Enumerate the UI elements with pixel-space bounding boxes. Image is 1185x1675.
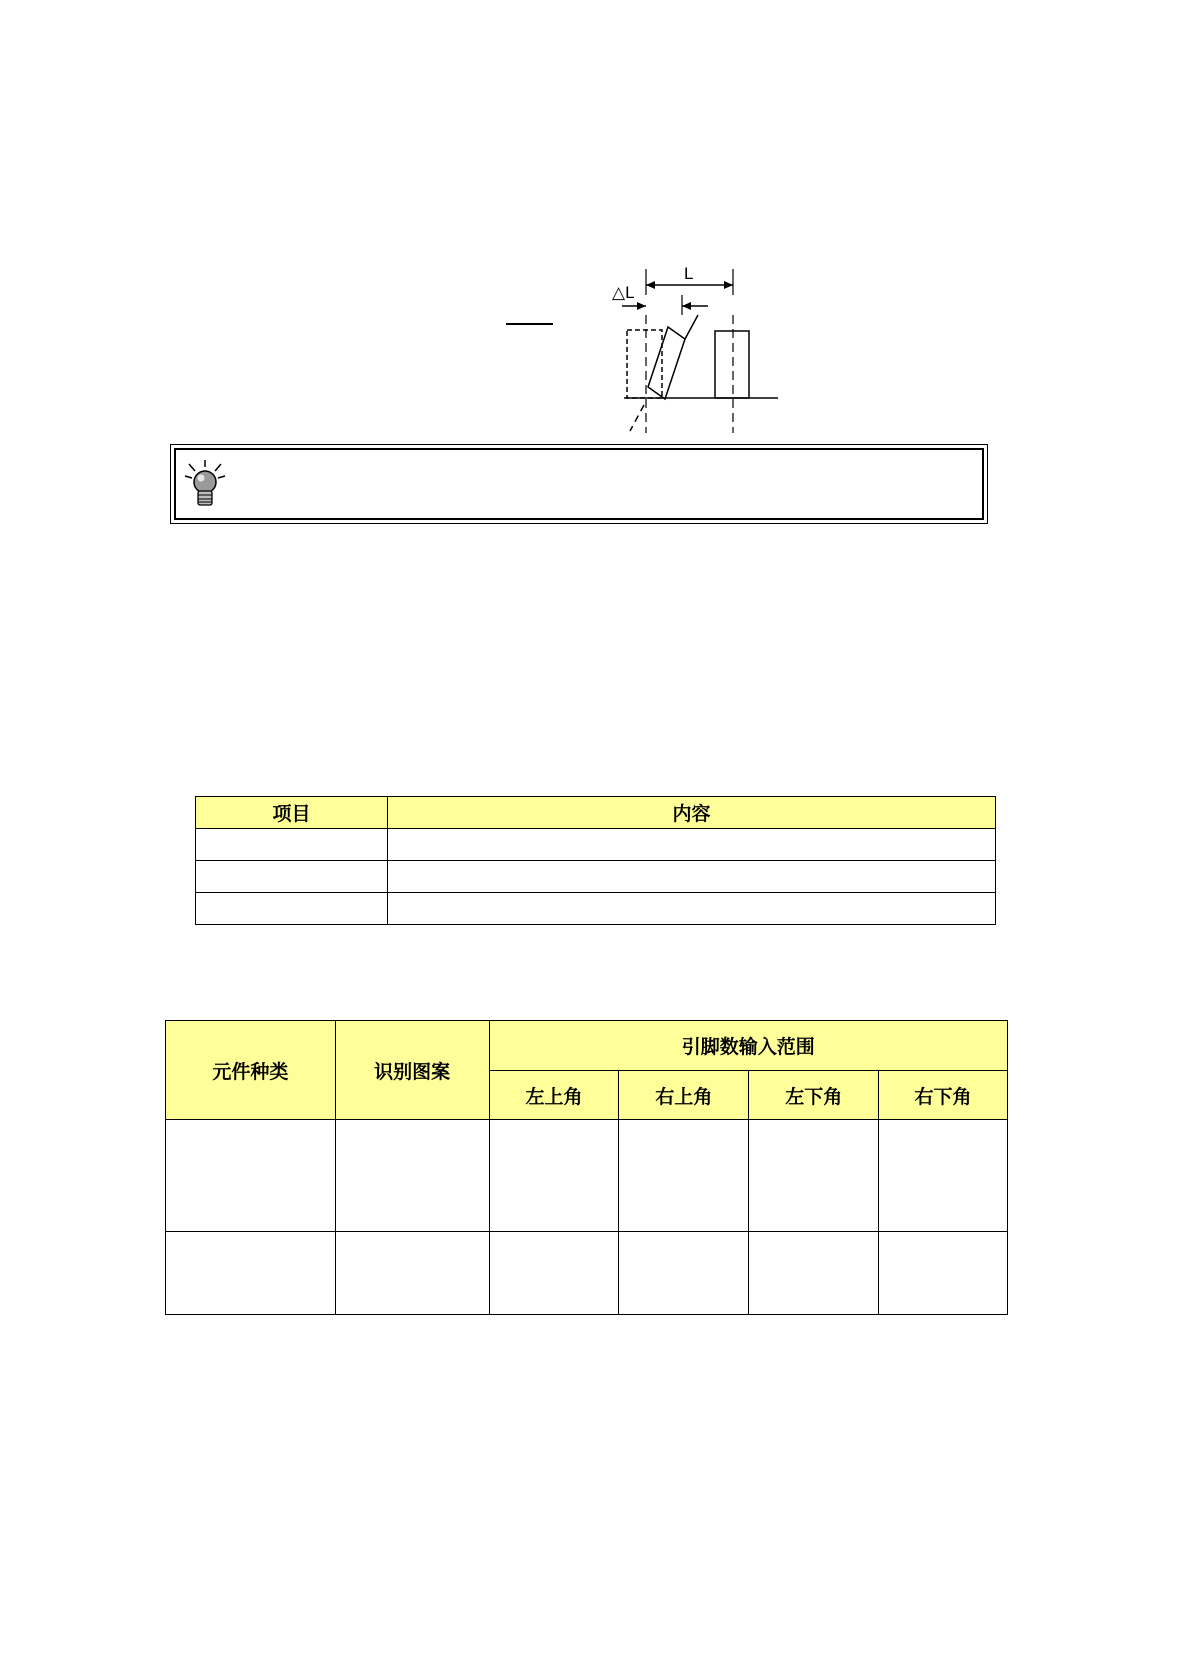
header-pin-range: 引脚数输入范围 [489,1021,1007,1071]
table-cell [166,1232,336,1315]
table-cell [335,1120,489,1232]
header-top-left: 左上角 [489,1071,619,1120]
table-cell [196,861,388,893]
items-header-row [196,797,996,829]
header-bottom-left: 左下角 [749,1071,879,1120]
pin-range-table [165,1020,1008,1315]
short-rule [506,323,553,325]
table-cell [388,861,996,893]
table-cell [879,1120,1008,1232]
table-cell [619,1232,749,1315]
tip-box [170,444,988,524]
table-cell [749,1120,879,1232]
length-label: L [684,264,694,283]
table-cell [166,1120,336,1232]
table-cell [489,1120,619,1232]
header-item: 项目 [196,797,388,829]
header-pattern: 识别图案 [335,1021,489,1120]
tip-box-inner [174,448,984,520]
table-row [196,829,996,861]
table-cell [335,1232,489,1315]
table-row [196,893,996,925]
table-row [166,1120,1008,1232]
table-row [166,1232,1008,1315]
table-cell [749,1232,879,1315]
header-component-type: 元件种类 [166,1021,336,1120]
table-cell [879,1232,1008,1315]
delta-length-label: △L [612,283,635,302]
header-top-right: 右上角 [619,1071,749,1120]
lightbulb-icon [184,460,226,508]
header-bottom-right: 右下角 [879,1071,1008,1120]
table-cell [196,893,388,925]
table-cell [619,1120,749,1232]
table-cell [489,1232,619,1315]
table-cell [196,829,388,861]
tombstone-diagram [600,255,800,435]
pins-header-row [166,1021,1008,1071]
table-row [196,861,996,893]
header-content: 内容 [388,797,996,829]
items-table [195,796,996,925]
table-cell [388,829,996,861]
table-cell [388,893,996,925]
